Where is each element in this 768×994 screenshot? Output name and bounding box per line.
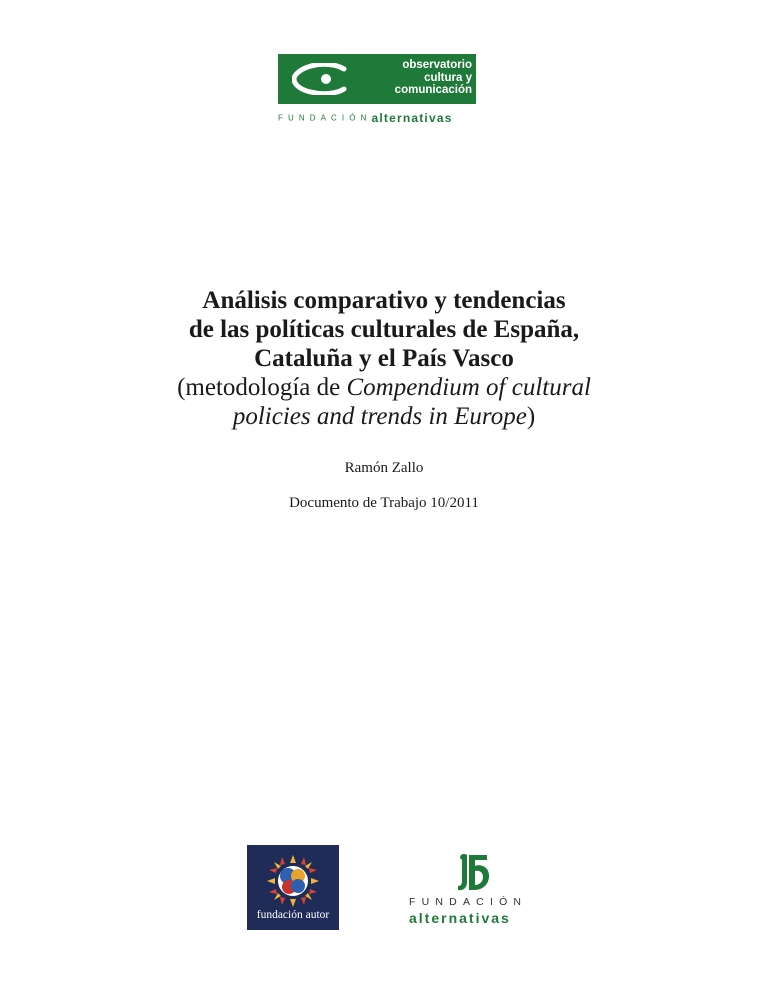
observatorio-logo <box>278 54 476 104</box>
title-line-3: Cataluña y el País Vasco <box>254 345 514 372</box>
subtitle-line-2 <box>120 402 648 431</box>
fundacion-autor-label: fundación autor <box>256 909 330 921</box>
observatorio-line-1: observatorio <box>402 59 472 71</box>
title-line-2: de las políticas culturales de España, <box>188 316 580 343</box>
footer-alternativas-label: alternativas <box>409 910 511 926</box>
observatorio-line-3: comunicación <box>394 84 472 96</box>
eye-icon <box>292 63 350 95</box>
subtitle-italic-2: policies and trends in Europe <box>232 403 527 430</box>
subtitle-prefix: (metodología de <box>177 374 347 401</box>
observatorio-wordmark <box>374 59 472 97</box>
document-subtitle <box>120 373 648 431</box>
document-number: Documento de Trabajo 10/2011 <box>289 495 479 511</box>
sun-emblem-icon <box>266 854 320 908</box>
observatorio-line-2: cultura y <box>424 71 472 84</box>
footer-fundacion-label: FUNDACIÓN <box>409 896 528 908</box>
subtitle-line-1 <box>120 373 648 402</box>
header-fundacion-label: FUNDACIÓN <box>278 113 372 123</box>
fundacion-autor-logo <box>247 845 339 930</box>
author-name: Ramón Zallo <box>344 460 424 476</box>
subtitle-suffix: ) <box>526 403 536 430</box>
document-title <box>120 286 648 373</box>
subtitle-italic-1: Compendium of cultural <box>346 374 591 401</box>
header-alternativas-label: alternativas <box>371 110 453 125</box>
fundacion-alternativas-logo <box>408 852 538 927</box>
title-line-1: Análisis comparativo y tendencias <box>202 287 566 314</box>
header-fundacion-alternativas <box>278 109 476 123</box>
alternativas-mark-icon <box>454 852 494 892</box>
document-title-block <box>120 286 648 431</box>
